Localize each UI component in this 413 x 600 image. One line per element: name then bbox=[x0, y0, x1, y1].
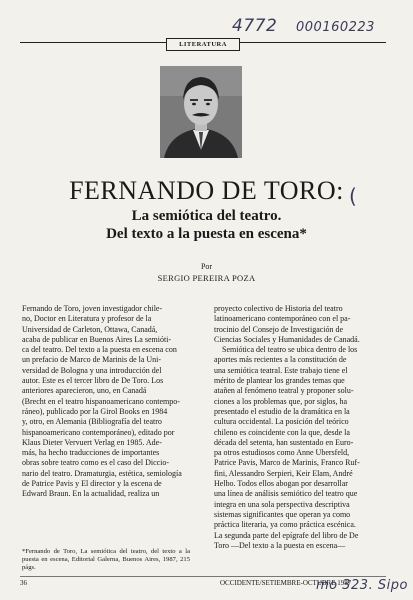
text-line: integra en una sola perspectiva descriptiva bbox=[214, 499, 350, 509]
text-line: obras sobre teatro como es el caso del Diccio- bbox=[22, 458, 170, 468]
text-line: Ciencias Sociales y Humanidades de Canadá. bbox=[214, 334, 360, 344]
text-line: fini, Alessandro Serpieri, Keir Elam, André bbox=[214, 468, 353, 478]
text-line: Edward Braun. En la actualidad, realiza un bbox=[22, 489, 160, 499]
text-line: chileno es coincidente con la que, desde la bbox=[214, 427, 350, 437]
handwritten-note-top-right: 000160223 bbox=[296, 20, 375, 35]
text-line: práctica literaria, ya como práctica escénica. bbox=[214, 520, 356, 530]
text-line: aportes más recientes a la constitución de bbox=[214, 355, 347, 365]
page-number: 36 bbox=[20, 579, 27, 587]
text-line: década del setenta, han sustentado en Euro- bbox=[214, 437, 354, 447]
publication-footer: OCCIDENTE/SETIEMBRE-OCTUBRE 1987 bbox=[220, 579, 352, 587]
footer-rule bbox=[20, 576, 386, 577]
text-line: (Brecht en el teatro hispanoamericano contempo- bbox=[22, 396, 180, 406]
text-line: mérito de plantear los grandes temas que bbox=[214, 376, 345, 386]
text-line: trocinio del Consejo de Investigación de bbox=[214, 324, 344, 334]
handwritten-side-mark: ( bbox=[349, 184, 358, 208]
text-line: presentado el estudio de la dramática en la bbox=[214, 406, 350, 416]
byline-prefix: Por bbox=[200, 262, 213, 271]
text-line: pa otros estudiosos como Anne Ubersfeld, bbox=[214, 448, 350, 458]
handwritten-note-top-left: 4772 bbox=[232, 16, 278, 36]
footnote: *Fernando de Toro, La semiótica del teatro, del texto a la puesta en escena, Editorial Galerna, Buenos Aires, 1987, 215 págs. bbox=[22, 548, 190, 571]
left-text-column bbox=[22, 304, 190, 500]
text-line: sistemas significantes que operan ya como bbox=[214, 509, 351, 519]
text-line: cultura occidental. La posición del teórico bbox=[214, 417, 349, 427]
text-line: un prefacio de Marco de Marinis de la Uni- bbox=[22, 355, 162, 365]
text-line: proyecto colectivo de Historia del teatro bbox=[214, 304, 343, 313]
handwritten-note-bottom-right: mo 323. Sipo bbox=[316, 578, 408, 593]
text-line: versidad de Bologna y una introducción del bbox=[22, 365, 162, 375]
text-line: ca del teatro. Del texto a la puesta en escena con bbox=[22, 345, 177, 355]
text-line: Toro —Del texto a la puesta en escena— bbox=[214, 540, 346, 550]
author-portrait-photo bbox=[160, 66, 242, 158]
text-line: Universidad de Carleton, Ottawa, Canadá, bbox=[22, 324, 158, 334]
text-line: no, Doctor en Literatura y profesor de la bbox=[22, 314, 152, 324]
text-line: hispanoamericano contemporáneo), editado por bbox=[22, 427, 175, 437]
article-title: FERNANDO DE TORO: bbox=[69, 176, 344, 205]
text-line: autor. Este es el tercer libro de De Toro. Los bbox=[22, 376, 164, 386]
subtitle-line-1: La semiótica del teatro. bbox=[131, 208, 282, 224]
text-line: más, ha hecho traducciones de importantes bbox=[22, 448, 160, 458]
right-text-column bbox=[214, 304, 382, 551]
text-line: Fernando de Toro, joven investigador chile- bbox=[22, 304, 163, 313]
author-name: SERGIO PEREIRA POZA bbox=[157, 273, 256, 283]
subtitle-line-2: Del texto a la puesta en escena* bbox=[106, 226, 307, 242]
text-line: anteriores aparecieron, uno, en Canadá bbox=[22, 386, 147, 396]
text-line: y, otro, en Alemania (Bibliografía del teatro bbox=[22, 417, 162, 427]
text-line: ciones a los problemas que, por siglos, ha bbox=[214, 396, 348, 406]
text-line: una semiótica teatral. Este trabajo tiene el bbox=[214, 365, 348, 375]
text-line: nario del teatro. Dramaturgia, estética, semiología bbox=[22, 468, 182, 478]
text-line: Helbo. Todos ellos abogan por desarrollar bbox=[214, 479, 348, 489]
article-subtitle bbox=[0, 207, 413, 243]
text-line: acaba de publicar en Buenos Aires La semióti- bbox=[22, 334, 172, 344]
text-line: atañen al fenómeno teatral y proponer solu- bbox=[214, 386, 354, 396]
text-line: La segunda parte del epígrafe del libro de De bbox=[214, 530, 359, 540]
section-label: LITERATURA bbox=[166, 38, 240, 51]
text-line: Klaus Dieter Vervuert Verlag en 1985. Ade- bbox=[22, 437, 162, 447]
text-line: latinoamericano contemporáneo con el pa- bbox=[214, 314, 351, 324]
text-line: Patrice Pavis, Marco de Marinis, Franco Ruf- bbox=[214, 458, 360, 468]
text-line: ráneo), publicado por la Girol Books en 1984 bbox=[22, 406, 168, 416]
text-line: de Patrice Pavis y El director y la escena de bbox=[22, 479, 162, 489]
text-line: una línea de análisis semiótico del teatro que bbox=[214, 489, 358, 499]
text-line: Semiótica del teatro se ubica dentro de los bbox=[222, 345, 358, 355]
